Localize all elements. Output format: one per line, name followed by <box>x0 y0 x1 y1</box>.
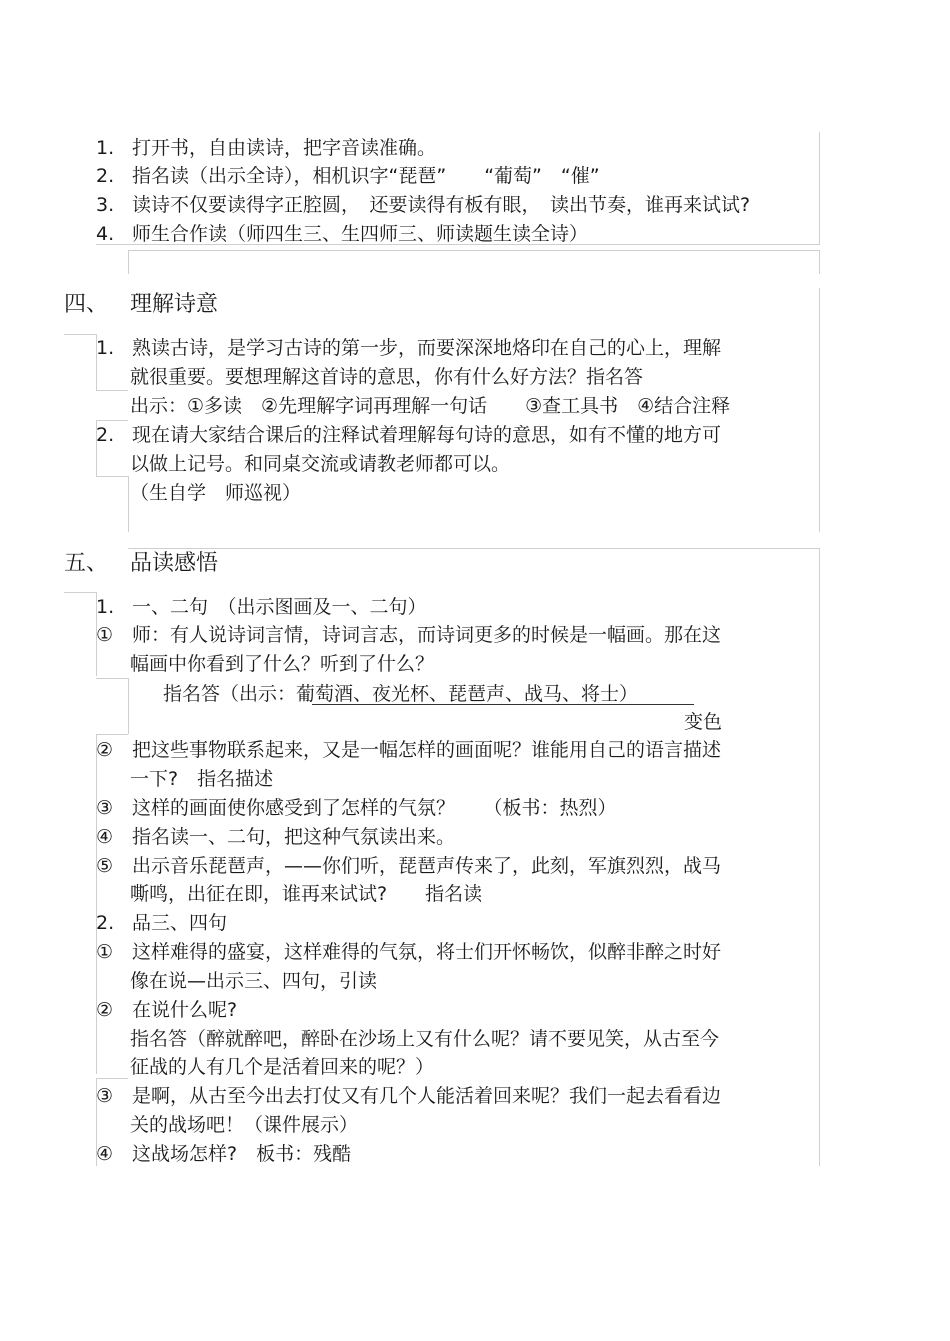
border-line <box>96 1078 128 1079</box>
section-title: 理解诗意 <box>130 292 219 317</box>
list-item: 读诗不仅要读得字正腔圆， 还要读得有板有眼， 读出节奏，谁再来试试? <box>132 194 751 216</box>
paragraph-line: 这战场怎样? 板书：残酷 <box>132 1143 352 1165</box>
paragraph-line: 指名读一、二句，把这种气氛读出来。 <box>132 826 456 848</box>
circled-number: ② <box>96 999 114 1021</box>
border-line <box>96 390 128 391</box>
paragraph-line: 品三、四句 <box>132 912 228 934</box>
paragraph-line: 指名答（出示：葡萄酒、夜光杯、琵琶声、战马、将士） <box>163 683 639 705</box>
paragraph-line: 幅画中你看到了什么？听到了什么？ <box>130 653 435 675</box>
paragraph-line: 师：有人说诗词言情，诗词言志，而诗词更多的时候是一幅画。那在这 <box>132 624 722 646</box>
paragraph-line: 现在请大家结合课后的注释试着理解每句诗的意思，如有不懂的地方可 <box>132 424 722 446</box>
circled-number: ② <box>96 739 114 761</box>
border-line <box>96 734 97 1074</box>
paragraph-line: 就很重要。要想理解这首诗的意思，你有什么好方法？指名答 <box>130 366 644 388</box>
circled-number: ③ <box>96 797 114 819</box>
paragraph-line: 熟读古诗，是学习古诗的第一步，而要深深地烙印在自己的心上，理解 <box>132 337 722 359</box>
border-line <box>96 420 128 421</box>
border-line <box>96 476 128 477</box>
border-line <box>128 250 820 251</box>
circled-number: ① <box>96 624 114 646</box>
border-line <box>128 548 820 549</box>
paragraph-line: 出示音乐琵琶声，——你们听，琵琶声传来了，此刻，军旗烈烈，战马 <box>132 855 722 877</box>
paragraph-line: 以做上记号。和同桌交流或请教老师都可以。 <box>130 453 511 475</box>
list-number: 1. <box>96 137 115 159</box>
list-number: 3. <box>96 194 115 216</box>
section-number: 五、 <box>64 551 109 576</box>
circled-number: ① <box>96 941 114 963</box>
paragraph-line: 一、二句 （出示图画及一、二句） <box>132 596 427 618</box>
border-line <box>819 548 820 1166</box>
border-line <box>128 678 129 734</box>
circled-number: ④ <box>96 1143 114 1165</box>
border-line <box>64 334 96 335</box>
paragraph-line: 一下? 指名描述 <box>130 768 274 790</box>
border-line <box>819 288 820 532</box>
border-line <box>819 132 820 244</box>
paragraph-line: 关的战场吧！（课件展示） <box>130 1114 359 1136</box>
list-number: 2. <box>96 912 115 934</box>
paragraph-line: 这样难得的盛宴，这样难得的气氛，将士们开怀畅饮，似醉非醉之时好 <box>132 941 722 963</box>
annotation-text: 变色 <box>684 711 723 733</box>
paragraph-line: 在说什么呢? <box>132 999 238 1021</box>
border-line <box>819 250 820 274</box>
list-number: 2. <box>96 165 115 187</box>
list-item: 打开书，自由读诗，把字音读准确。 <box>132 137 437 159</box>
paragraph-line: 是啊，从古至今出去打仗又有几个人能活着回来呢？我们一起去看看边 <box>132 1085 722 1107</box>
paragraph-line: 这样的画面使你感受到了怎样的气氛？ （板书：热烈） <box>132 797 617 819</box>
list-item: 师生合作读（师四生三、生四师三、师读题生读全诗） <box>132 223 589 245</box>
paragraph-line: 嘶鸣，出征在即，谁再来试试? 指名读 <box>130 883 483 905</box>
circled-number: ④ <box>96 826 114 848</box>
section-title: 品读感悟 <box>130 551 219 576</box>
circled-number: ③ <box>96 1085 114 1107</box>
paragraph-line: 征战的人有几个是活着回来的呢？） <box>130 1056 435 1078</box>
list-number: 4. <box>96 223 115 245</box>
paragraph-line: 把这些事物联系起来，又是一幅怎样的画面呢？谁能用自己的语言描述 <box>132 739 722 761</box>
paragraph-line: 像在说—出示三、四句，引读 <box>130 970 378 992</box>
paragraph-line: （生自学 师巡视） <box>130 482 302 504</box>
border-line <box>96 734 128 735</box>
paragraph-line: 指名答（醉就醉吧，醉卧在沙场上又有什么呢？请不要见笑，从古至今 <box>130 1028 720 1050</box>
circled-number: ⑤ <box>96 855 114 877</box>
list-number: 1. <box>96 337 115 359</box>
border-line <box>128 476 129 532</box>
border-line <box>96 678 128 679</box>
border-line <box>64 592 96 593</box>
section-number: 四、 <box>64 292 109 317</box>
paragraph-line: 出示：①多读 ②先理解字词再理解一句话 ③查工具书 ④结合注释 <box>130 395 731 417</box>
list-number: 1. <box>96 596 115 618</box>
list-item: 指名读（出示全诗），相机识字“琵琶” “葡萄” “催” <box>132 165 600 187</box>
border-line <box>128 250 129 274</box>
list-number: 2. <box>96 424 115 446</box>
